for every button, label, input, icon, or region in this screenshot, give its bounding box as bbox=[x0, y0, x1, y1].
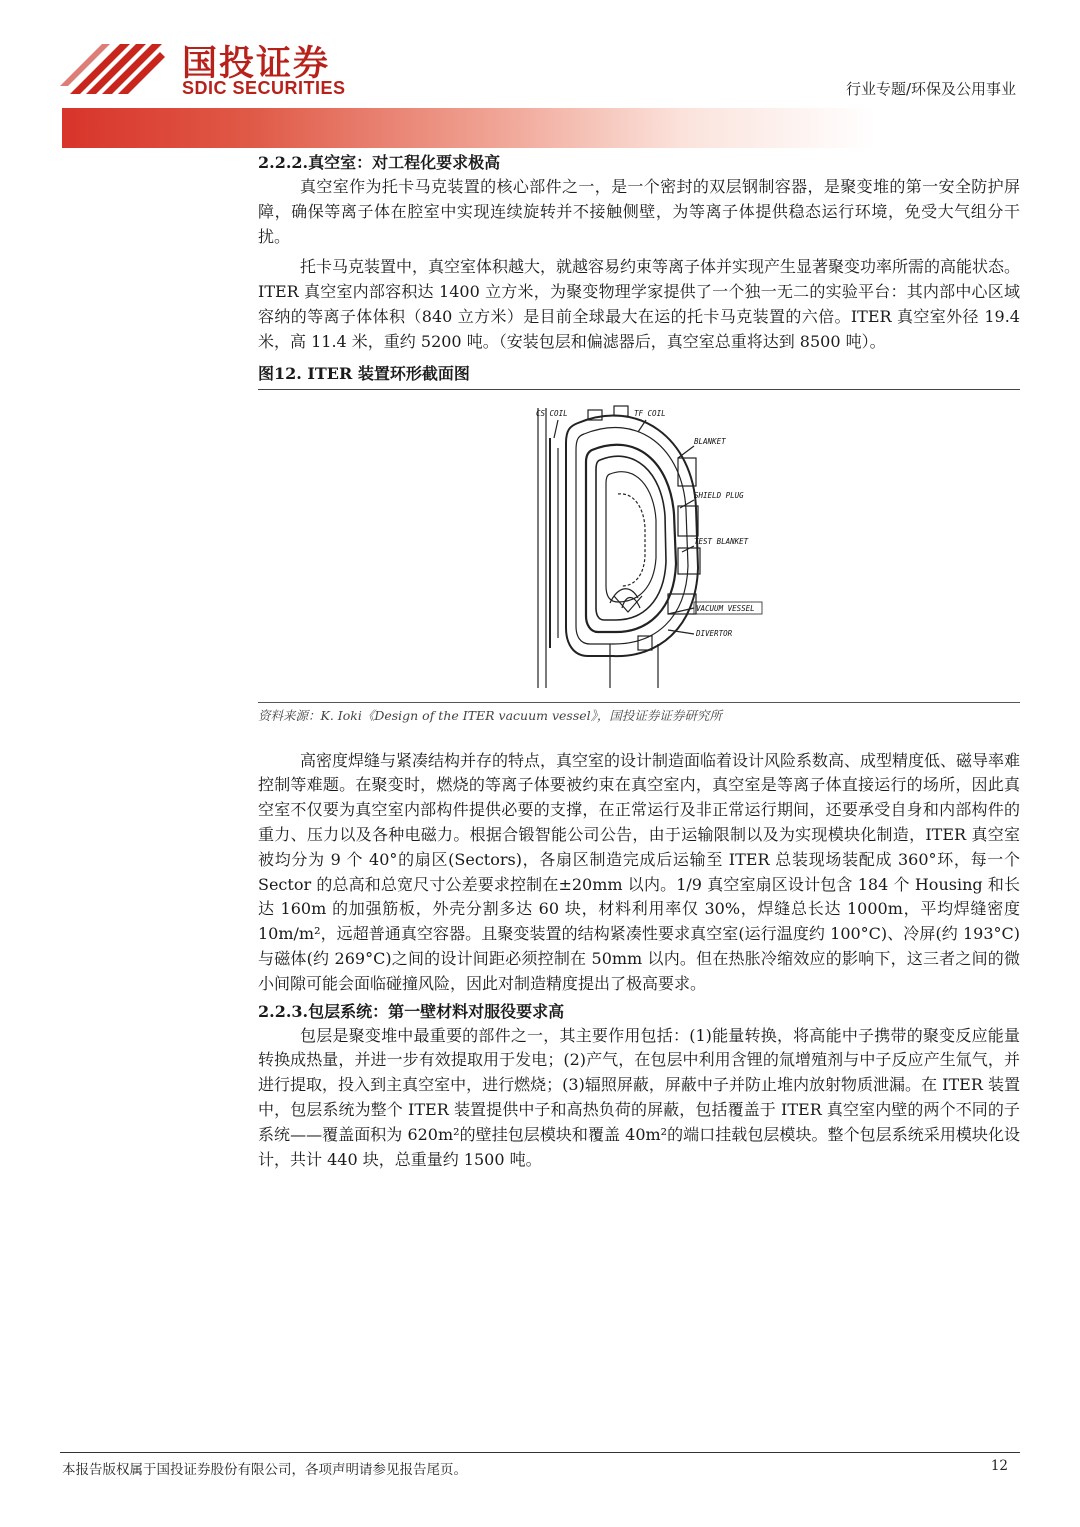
header-color-band bbox=[62, 108, 1020, 148]
label-test-blanket: TEST BLANKET bbox=[694, 536, 749, 546]
figure-title: 图12. ITER 装置环形截面图 bbox=[258, 361, 1020, 390]
paragraph: 托卡马克装置中，真空室体积越大，就越容易约束等离子体并实现产生显著聚变功率所需的高能状态。ITER 真空室内部容积达 1400 立方米，为聚变物理学家提供了一个独一无二的实验平台：其内部中心区域容纳的等离子体体积（840 立方米）是目前全球最大在运的托卡马克装置的六倍。ITER 真空室外径 19.4 米，高 11.4 米，重约 5200 吨。（安装包层和偏滤器后，真空室总重将达到 8500 吨）。 bbox=[258, 257, 1021, 351]
company-logo bbox=[60, 36, 360, 102]
section-heading-blanket-system: 2.2.3.包层系统：第一壁材料对服役要求高 bbox=[258, 1001, 565, 1021]
paragraph: 包层是聚变堆中最重要的部件之一，其主要作用包括：(1)能量转换，将高能中子携带的聚变反应能量转换成热量，并进一步有效提取用于发电；(2)产气，在包层中利用含锂的氚增殖剂与中子反应产生氚气，并进行提取，投入到主真空室中，进行燃烧；(3)辐照屏蔽，屏蔽中子并防止堆内放射物质泄漏。在 ITER 装置中，包层系统为整个 ITER 装置提供中子和高热负荷的屏蔽，包括覆盖于 ITER 真空室内壁的两个不同的子系统——覆盖面积为 620m²的壁挂包层模块和覆盖 40m²的端口挂载包层模块。整个包层系统采用模块化设计，共计 440 块，总重量约 1500 吨。 bbox=[258, 1025, 1020, 1169]
logo-mark-icon bbox=[60, 36, 178, 100]
footer-disclaimer: 本报告版权属于国投证券股份有限公司，各项声明请参见报告尾页。 bbox=[62, 1462, 467, 1478]
iter-cross-section-figure bbox=[258, 390, 1020, 702]
section-heading-vacuum-vessel: 2.2.2.真空室：对工程化要求极高 bbox=[258, 153, 501, 172]
footer-divider bbox=[60, 1452, 1020, 1453]
page-number: 12 bbox=[990, 1458, 1008, 1474]
label-cs-coil: CS COIL bbox=[536, 408, 568, 418]
logo-chinese-name: 国投证券 bbox=[182, 44, 331, 84]
paragraph: 真空室作为托卡马克装置的核心部件之一，是一个密封的双层钢制容器，是聚变堆的第一安全防护屏障，确保等离子体在腔室中实现连续旋转并不接触侧壁，为等离子体提供稳态运行环境，免受大气组分干扰。 bbox=[258, 177, 1020, 246]
label-blanket: BLANKET bbox=[694, 436, 726, 446]
label-tf-coil: TF COIL bbox=[634, 408, 666, 418]
figure-source: 资料来源：K. Ioki《Design of the ITER vacuum vessel》，国投证券证券研究所 bbox=[258, 702, 1020, 725]
label-shield-plug: SHIELD PLUG bbox=[694, 490, 744, 500]
iter-cross-section-diagram bbox=[518, 398, 768, 694]
paragraph: 高密度焊缝与紧凑结构并存的特点，真空室的设计制造面临着设计风险系数高、成型精度低、磁导率难控制等难题。在聚变时，燃烧的等离子体要被约束在真空室内，真空室是等离子体直接运行的场所，因此真空室不仅要为真空室内部构件提供必要的支撑，在正常运行及非正常运行期间，还要承受自身和内部构件的重力、压力以及各种电磁力。根据合锻智能公司公告，由于运输限制以及为实现模块化制造，ITER 真空室被均分为 9 个 40°的扇区(Sectors)，各扇区制造完成后运输至 ITER 总装现场装配成 360°环，每一个 Sector 的总高和总宽尺寸公差要求控制在±20mm 以内。1/9 真空室扇区设计包含 184 个 Housing 和长达 160m 的加强筋板，外壳分割多达 60 块，材料利用率仅 30%，焊缝总长达 1000m，平均焊缝密度 10m/m²，远超普通真空容器。且聚变装置的结构紧凑性要求真空室(运行温度约 100°C)、冷屏(约 193°C)与磁体(约 269°C)之间的设计间距必须控制在 50mm 以内。但在热胀冷缩效应的影响下，这三者之间的微小间隙可能会面临碰撞风险，因此对制造精度提出了极高要求。 bbox=[258, 750, 1021, 993]
label-divertor: DIVERTOR bbox=[696, 628, 733, 638]
logo-english-name: SDIC SECURITIES bbox=[182, 78, 346, 98]
report-category: 行业专题/环保及公用事业 bbox=[845, 80, 1016, 98]
report-content bbox=[258, 150, 1020, 1172]
label-vacuum-vessel: VACUUM VESSEL bbox=[696, 603, 755, 613]
